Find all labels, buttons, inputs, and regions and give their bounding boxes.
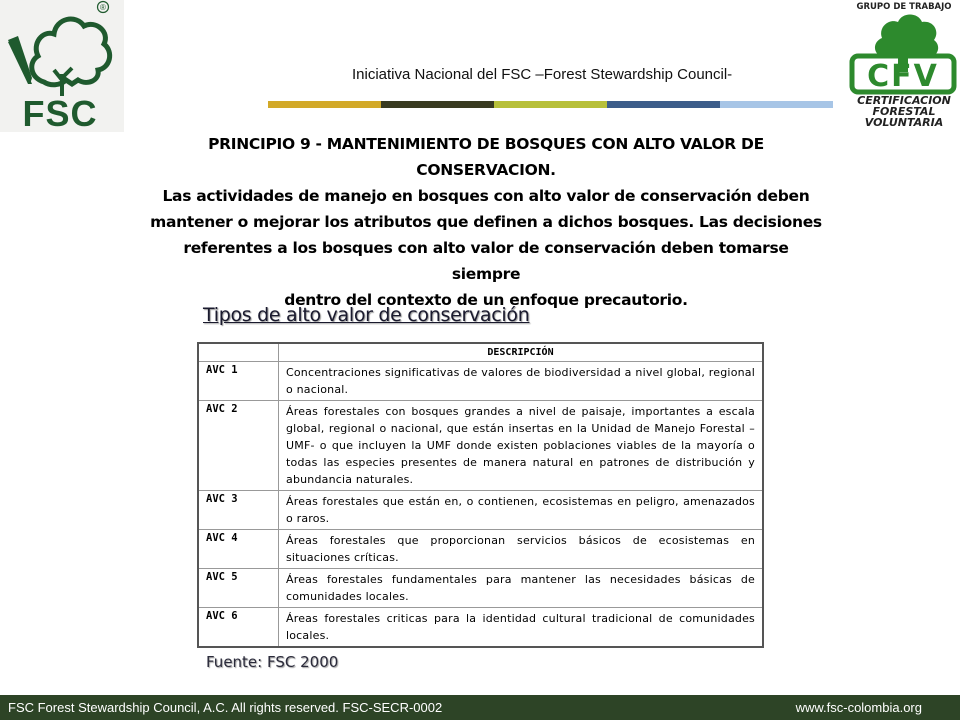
avc-code: AVC 5 [198,569,279,608]
cfv-line1: CERTIFICACION [857,94,951,107]
registered-mark: ® [100,3,106,12]
color-bar-segment [268,101,381,108]
avc-table [197,342,764,648]
avc-description: Concentraciones significativas de valores de biodiversidad a nivel global, regional o nacional. [279,362,764,401]
table-row [198,401,763,491]
table-header-description: DESCRIPCIÓN [279,343,764,362]
avc-description: Áreas forestales fundamentales para mantener las necesidades básicas de comunidades locales. [279,569,764,608]
table-header-row [198,343,763,362]
principle-block [150,131,822,313]
cfv-line3: VOLUNTARIA [864,116,944,129]
avc-code: AVC 6 [198,608,279,648]
fsc-logo [0,0,124,132]
footer [0,695,960,720]
principle-body-line: Las actividades de manejo en bosques con alto valor de conservación deben [162,187,810,205]
cfv-top-text: GRUPO DE TRABAJO [856,2,952,12]
color-bar-segment [607,101,720,108]
table-row [198,491,763,530]
principle-body-line: mantener o mejorar los atributos que definen a dichos bosques. Las decisiones [150,213,822,231]
avc-description: Áreas forestales con bosques grandes a nivel de paisaje, importantes a escala global, regional o nacional, que están insertas en la Unidad de Manejo Forestal –UMF- o que incluyen la UMF donde existen poblaciones viables de la mayoría o todas las especies presentes de manera natural en patrones de distribución y abundancia naturales. [279,401,764,491]
fsc-logo-text: FSC [22,93,98,132]
color-bar-segment [720,101,833,108]
fsc-tree-check-icon [0,0,124,132]
footer-website-link[interactable]: www.fsc-colombia.org [795,700,922,715]
cfv-mark-text: CFV [867,59,939,94]
section-title: Tipos de alto valor de conservación [203,304,530,326]
table-header-blank [198,343,279,362]
table-row [198,569,763,608]
principle-title-line: PRINCIPIO 9 - MANTENIMIENTO DE BOSQUES CON ALTO VALOR DE [208,135,764,153]
avc-code: AVC 4 [198,530,279,569]
cfv-logo [846,0,960,130]
cfv-tree-icon [846,0,960,130]
avc-description: Áreas forestales que están en, o contienen, ecosistemas en peligro, amenazados o raros. [279,491,764,530]
principle-title-line: CONSERVACION. [416,161,556,179]
footer-copyright: FSC Forest Stewardship Council, A.C. All rights reserved. FSC-SECR-0002 [8,700,443,715]
principle-body-line: dentro del contexto de un enfoque precautorio. [284,291,688,309]
source-note: Fuente: FSC 2000 [206,653,339,671]
avc-code: AVC 3 [198,491,279,530]
avc-description: Áreas forestales que proporcionan servicios básicos de ecosistemas en situaciones críticas. [279,530,764,569]
cfv-line2: FORESTAL [872,105,936,118]
table-row [198,608,763,648]
initiative-title: Iniciativa Nacional del FSC –Forest Stewardship Council- [352,66,733,83]
avc-description: Áreas forestales criticas para la identidad cultural tradicional de comunidades locales. [279,608,764,648]
table-row [198,530,763,569]
avc-code: AVC 1 [198,362,279,401]
color-bar [268,101,833,108]
avc-code: AVC 2 [198,401,279,491]
table-row [198,362,763,401]
color-bar-segment [494,101,607,108]
color-bar-segment [381,101,494,108]
principle-body-line: referentes a los bosques con alto valor de conservación deben tomarse siempre [183,239,789,283]
